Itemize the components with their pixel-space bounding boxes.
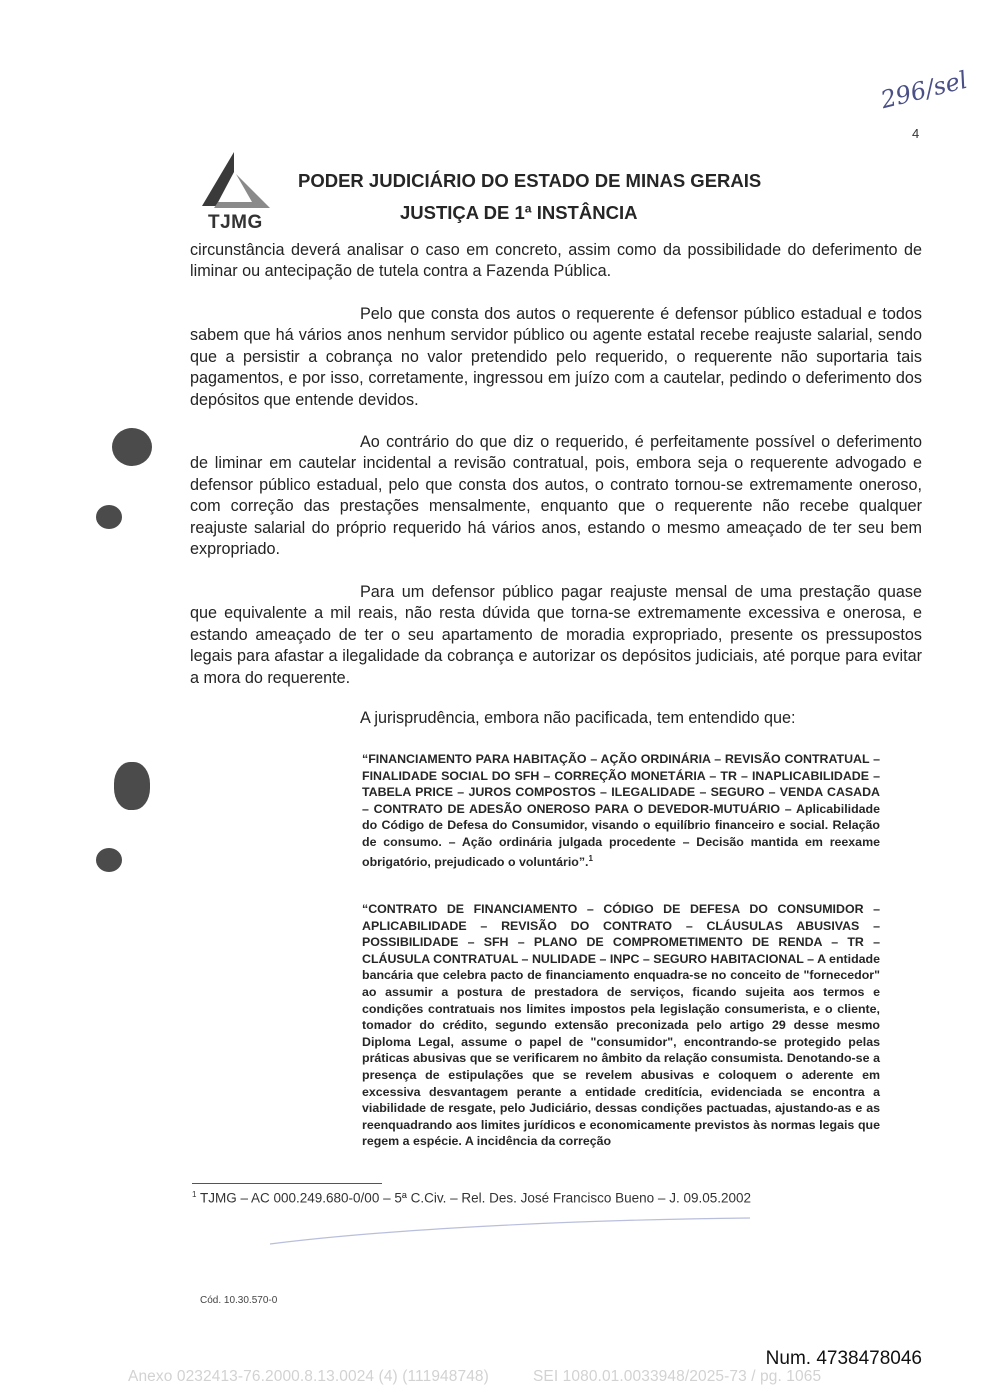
- annex-watermark: Anexo 0232413-76.2000.8.13.0024 (4) (111948748) SEI 1080.01.0033948/2025-73 / pg. 1065: [128, 1368, 822, 1385]
- court-instance: JUSTIÇA DE 1ª INSTÂNCIA: [400, 202, 638, 223]
- punch-hole-mark: [96, 848, 122, 872]
- paragraph-3: Ao contrário do que diz o requerido, é perfeitamente possível o deferimento de liminar em cautelar incidental a revisão contratual, pois, embora seja o requerente advogado e defensor público estadual, pelo que consta dos autos, o contrato tornou-se extremamente oneroso, com correção das prestações mensalmente, enquanto que o requerente não recebe qualquer reajuste salarial do próprio requerido há vários anos, estando o mesmo ameaçado de ter seu bem expropriado.: [190, 433, 922, 559]
- footnote-divider: [192, 1183, 382, 1184]
- footnote-ref: 1: [588, 853, 593, 863]
- document-number: Num. 4738478046: [765, 1348, 922, 1369]
- footnote-text: TJMG – AC 000.249.680-0/00 – 5ª C.Civ. – Rel. Des. José Francisco Bueno – J. 09.05.2002: [199, 1190, 752, 1206]
- paragraph-4: Para um defensor público pagar reajuste mensal de uma prestação quase que equivalente a mil reais, não resta dúvida que torna-se extremamente excessiva e onerosa, e estando ameaçado de ter o seu apartamento de moradia expropriado, presente os pressupostos legais para afastar a ilegalidade da cobrança e autorizar os depósitos judiciais, até porque para evitar a mora do requerente.: [190, 583, 922, 687]
- punch-hole-mark: [112, 428, 152, 466]
- footnote-marker: 1: [192, 1190, 197, 1199]
- paragraph-5: A jurisprudência, embora não pacificada, tem entendido que:: [360, 709, 796, 727]
- page-digit: 4: [912, 126, 920, 141]
- paragraph-1: circunstância deverá analisar o caso em concreto, assim como da possibilidade do deferimento de liminar ou antecipação de tutela contra a Fazenda Pública.: [190, 241, 922, 281]
- punch-hole-mark: [96, 505, 122, 529]
- logo-text: TJMG: [208, 212, 263, 233]
- jurisprudence-quote-2: “CONTRATO DE FINANCIAMENTO – CÓDIGO DE DEFESA DO CONSUMIDOR – APLICABILIDADE – REVISÃO DO CONTRATO – CLÁUSULAS ABUSIVAS – POSSIBILIDADE – SFH – PLANO DE COMPROMETIMENTO DE RENDA – TR – CLÁUSULA CONTRATUAL – NULIDADE – INPC – SEGURO HABITACIONAL – A entidade bancária que celebra pacto de financiamento enquadra-se no conceito de "fornecedor" ao assumir a postura de prestadora de serviços, ficando sujeita aos termos e condições contratuais nos limites impostos pela legislação consumerista, e o cliente, tomador do crédito, segundo extensão preconizada pelo artigo 29 desse mesmo Diploma Legal, assume o papel de "consumidor", encontrando-se protegido pelas práticas abusivas que se verificarem no âmbito da relação consumista. Denotando-se a presença de estipulações que se revelem abusivas e coloquem o aderente em excessiva desvantagem perante a entidade creditícia, evidenciada se encontra a viabilidade de resgate, pelo Judiciário, dessas condições pactuadas, ajustando-as e as reenquadrando aos limites jurídicos e economicamente previstos às normas legais que regem a espécie. A incidência da correção: [362, 902, 880, 1149]
- form-code: Cód. 10.30.570-0: [200, 1295, 278, 1306]
- paragraph-2: Pelo que consta dos autos o requerente é defensor público estadual e todos sabem que há vários anos nenhum servidor público ou agente estatal recebe reajuste salarial, sendo que a persistir a cobrança no valor pretendido pelo requerido, o requerente não suportaria tais pagamentos, e por isso, corretamente, ingressou em juízo com a cautelar, pedindo o deferimento dos depósitos que entende devidos.: [190, 305, 922, 409]
- footnote: [192, 1190, 751, 1206]
- handwritten-page-number: 296/sel: [877, 65, 971, 115]
- quote-1-text: “FINANCIAMENTO PARA HABITAÇÃO – AÇÃO ORDINÁRIA – REVISÃO CONTRATUAL – FINALIDADE SOCIAL DO SFH – CORREÇÃO MONETÁRIA – TR – INAPLICABILIDADE – TABELA PRICE – JUROS COMPOSTOS – ILEGALIDADE – SEGURO – VENDA CASADA – CONTRATO DE ADESÃO ONEROSO PARA O DEVEDOR-MUTUÁRIO – Aplicabilidade do Código de Defesa do Consumidor, visando o equilíbrio financeiro e social. Relação de consumo. – Ação ordinária julgada procedente – Decisão mantida em reexame obrigatório, prejudicado o voluntário”.: [362, 752, 880, 869]
- tjmg-logo-icon: [196, 150, 276, 212]
- punch-hole-mark: [114, 762, 150, 810]
- jurisprudence-quote-1: [362, 751, 880, 870]
- court-title: PODER JUDICIÁRIO DO ESTADO DE MINAS GERAIS: [298, 170, 762, 191]
- pen-stroke-mark: [260, 1212, 760, 1252]
